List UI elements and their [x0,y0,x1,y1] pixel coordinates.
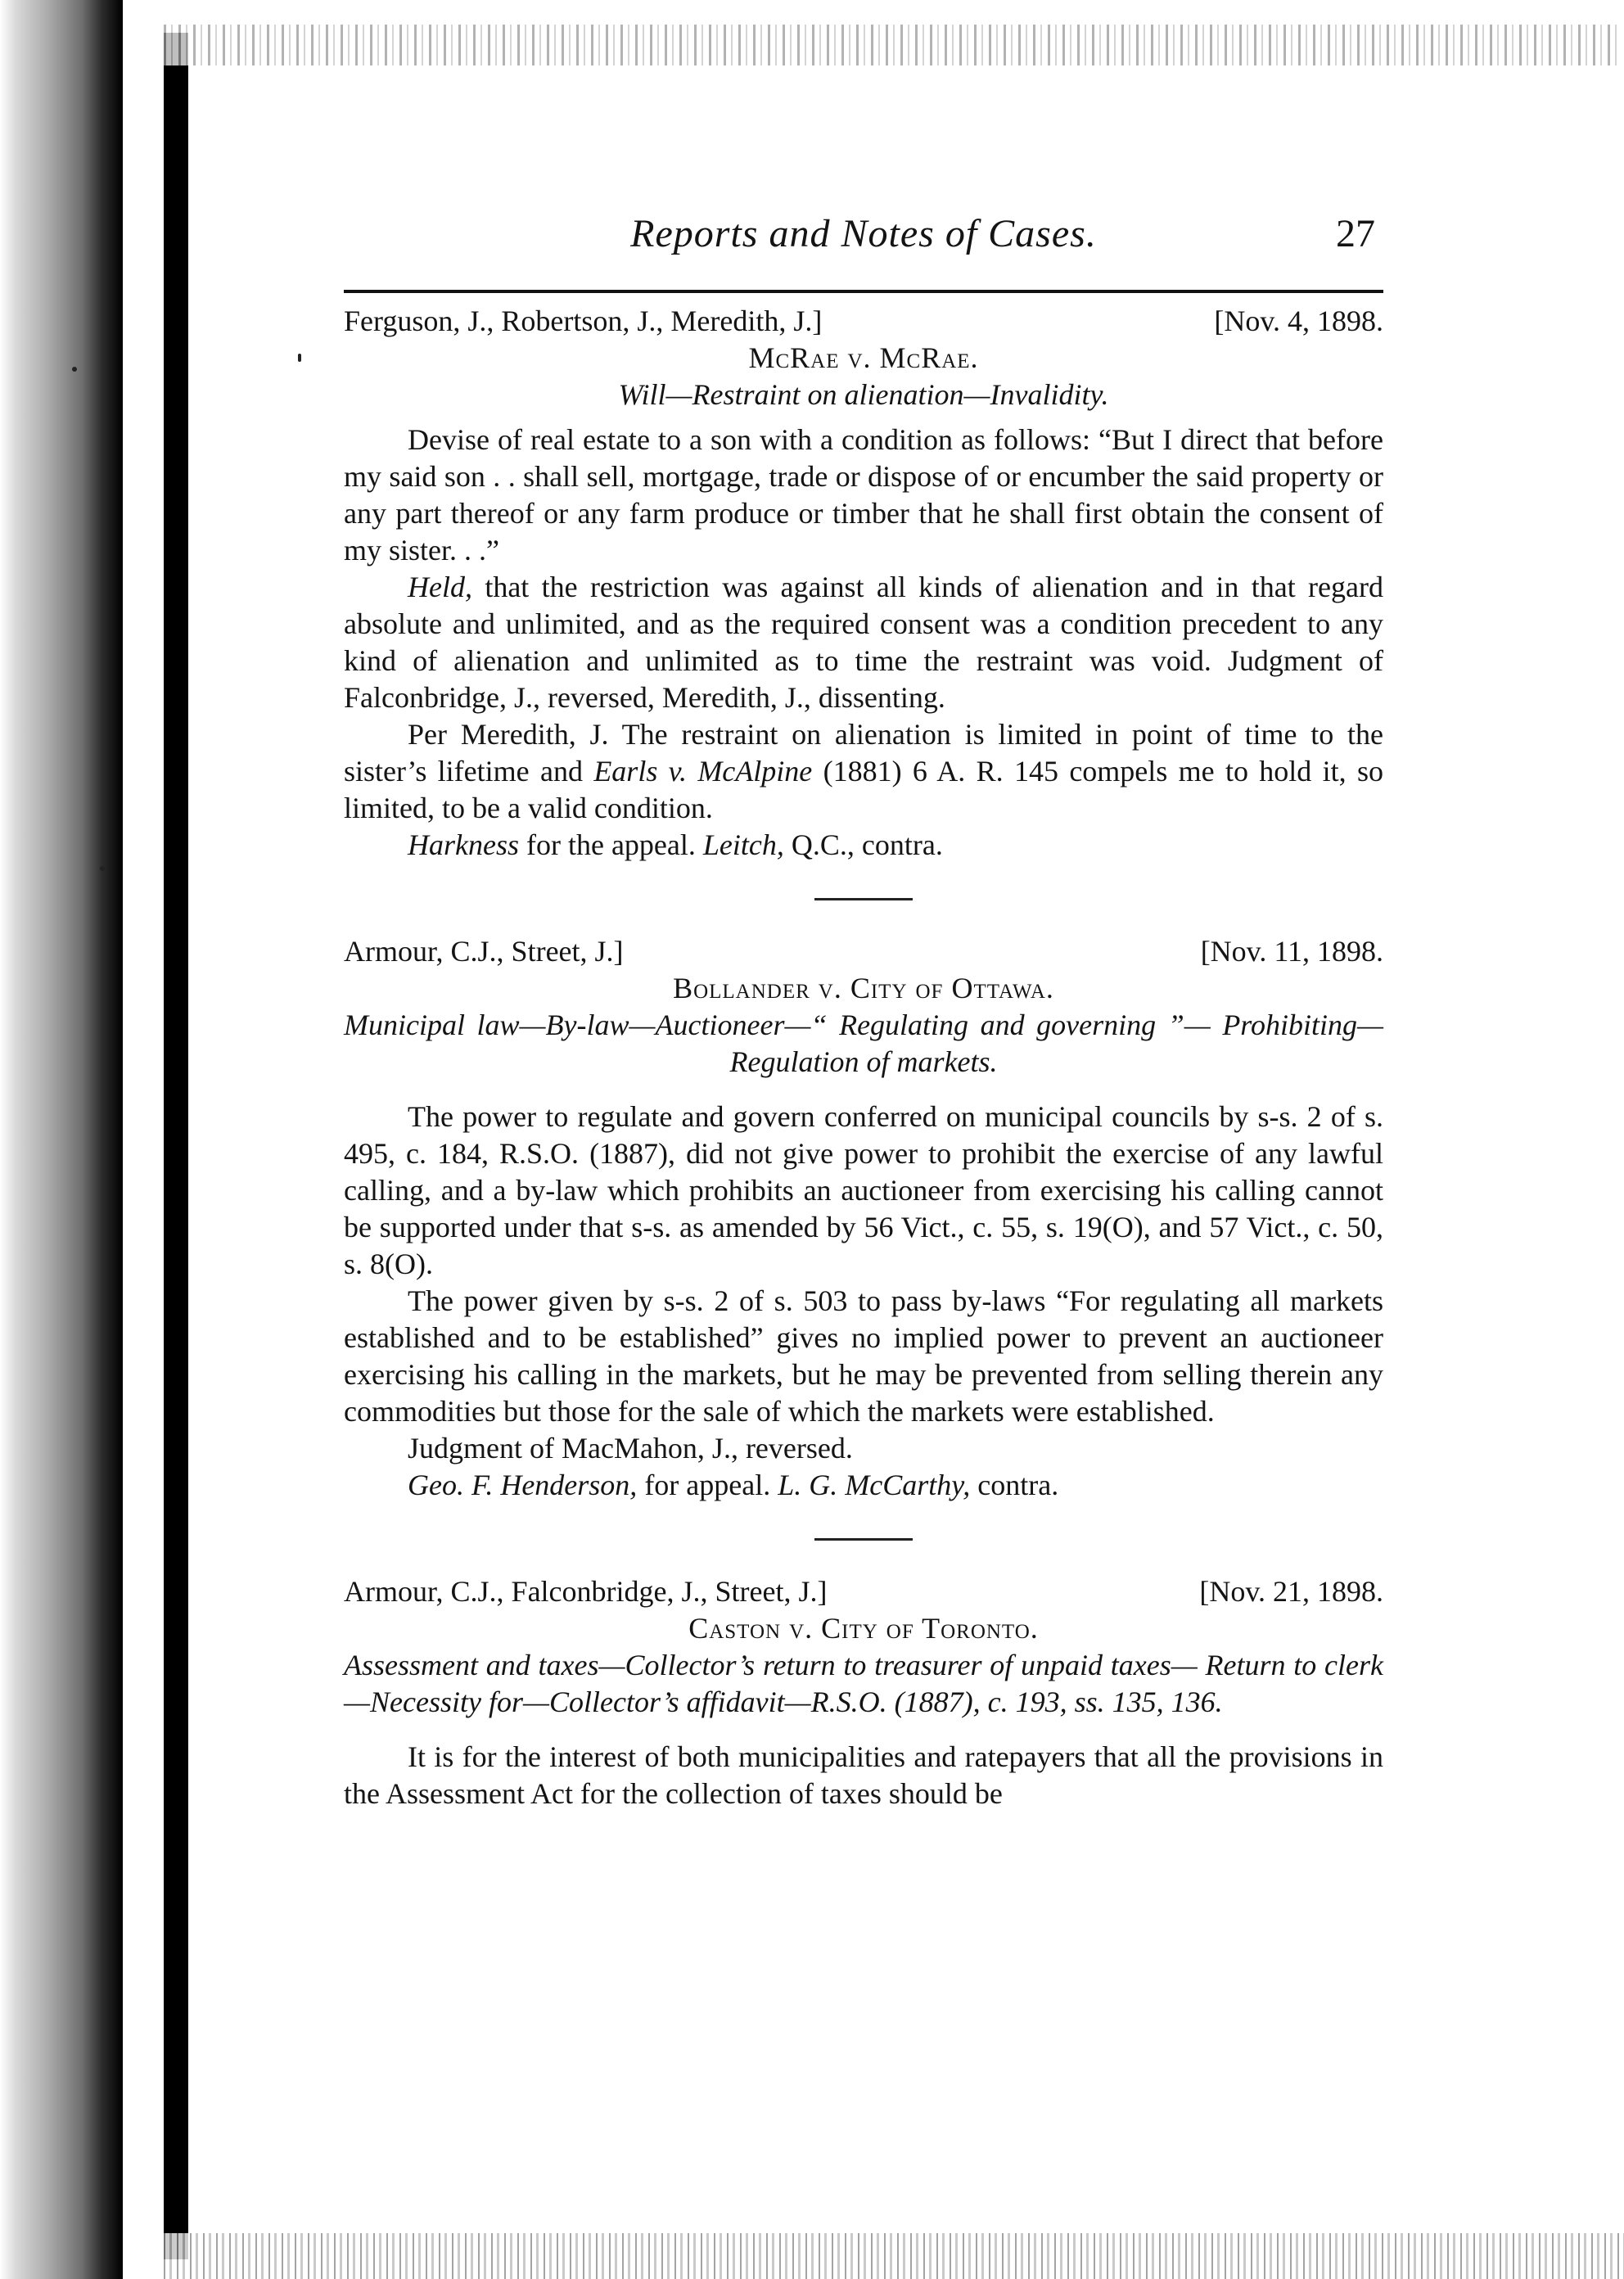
held-label: Held, [408,571,472,603]
case-separator [814,1538,913,1541]
page-top-edge [164,25,1621,65]
gutter-shadow [164,33,188,2259]
case-date: [Nov. 11, 1898. [1200,935,1383,968]
case-caston [344,1573,1383,1812]
counsel-name: Harkness [408,828,519,861]
paragraph-text: Per Meredith, J. The restraint on alienation is limited in point of time to the sister’s lifetime and [344,718,1383,787]
paragraph: It is for the interest of both municipalities and ratepayers that all the provisions in the Assessment Act for the collection of taxes should be [344,1740,1383,1810]
running-head [344,211,1383,285]
paragraph: Devise of real estate to a son with a condition as follows: “But I direct that before my said son . . shall sell, mortgage, trade or dispose of or encumber the said property or any part thereof or any farm produce or timber that he shall first obtain the consent of my sister. . .” [344,423,1383,566]
case-mcrae [344,303,1383,864]
counsel-name: L. G. McCarthy, [778,1469,971,1501]
page-bottom-edge [164,2233,1624,2279]
page-number: 27 [1336,212,1375,255]
case-title: Bollander v. City of Ottawa. [673,972,1054,1004]
counsel-text: for appeal. [637,1469,778,1501]
header-rule [344,290,1383,293]
counsel-name: Leitch, [702,828,784,861]
case-date: [Nov. 21, 1898. [1199,1575,1383,1608]
paragraph: The power given by s-s. 2 of s. 503 to pass by-laws “For regulating all markets established and to be established” gives no implied power to prevent an auctioneer exercising his calling in the markets, but he may be prevented from selling therein any commodities but those for the sale of which the markets were established. [344,1284,1383,1428]
paragraph-text: that the restriction was against all kinds of alienation and in that regard absolute and unlimited, and as the required consent was a condition precedent to any kind of alienation and unlimited as to time the restraint was void. Judgment of Falconbridge, J., reversed, Meredith, J., dissenting. [344,571,1383,714]
margin-speck [298,354,301,362]
case-subject: Assessment and taxes—Collector’s return to treasurer of unpaid taxes— Return to clerk—Necessity for—Collector’s affidavit—R.S.O. (1887), c. 193, ss. 135, 136. [344,1649,1383,1718]
page-body [344,303,1383,1812]
margin-speck [72,367,77,372]
paragraph [344,569,1383,716]
case-header [344,1573,1383,1610]
case-subject: Municipal law—By-law—Auctioneer—“ Regulating and governing ”— Prohibiting—Regulation of markets. [344,1009,1383,1078]
case-separator [814,898,913,900]
case-title: McRae v. McRae. [748,341,979,374]
citation: Earls v. McAlpine [593,755,813,787]
counsel-text: contra. [970,1469,1059,1501]
counsel-name: Geo. F. Henderson, [408,1469,638,1501]
case-header [344,303,1383,340]
counsel-line [344,827,1383,864]
paragraph-text: (1881) 6 A. R. 145 compels me to hold it, so limited, to be a valid condition. [344,755,1384,824]
case-subject: Will—Restraint on alienation—Invalidity. [618,378,1109,411]
case-header [344,933,1383,970]
case-bollander [344,933,1383,1504]
case-judges: Armour, C.J., Street, J.] [344,935,624,968]
book-spine-shadow [0,0,123,2279]
margin-speck [100,866,105,871]
running-title: Reports and Notes of Cases. [630,212,1097,255]
case-judges: Armour, C.J., Falconbridge, J., Street, J.] [344,1575,828,1608]
paragraph [344,716,1383,827]
case-title: Caston v. City of Toronto. [688,1612,1039,1645]
paragraph: Judgment of MacMahon, J., reversed. [408,1432,853,1464]
counsel-text: Q.C., contra. [783,828,943,861]
paragraph: The power to regulate and govern conferred on municipal councils by s-s. 2 of s. 495, c. 184, R.S.O. (1887), did not give power to prohibit the exercise of any lawful calling, and a by-law which prohibits an auctioneer from exercising his calling cannot be supported under that s-s. as amended by 56 Vict., c. 55, s. 19(O), and 57 Vict., c. 50, s. 8(O). [344,1100,1383,1280]
case-judges: Ferguson, J., Robertson, J., Meredith, J.] [344,305,823,337]
case-date: [Nov. 4, 1898. [1214,305,1383,337]
counsel-line [344,1467,1383,1504]
counsel-text: for the appeal. [518,828,703,861]
